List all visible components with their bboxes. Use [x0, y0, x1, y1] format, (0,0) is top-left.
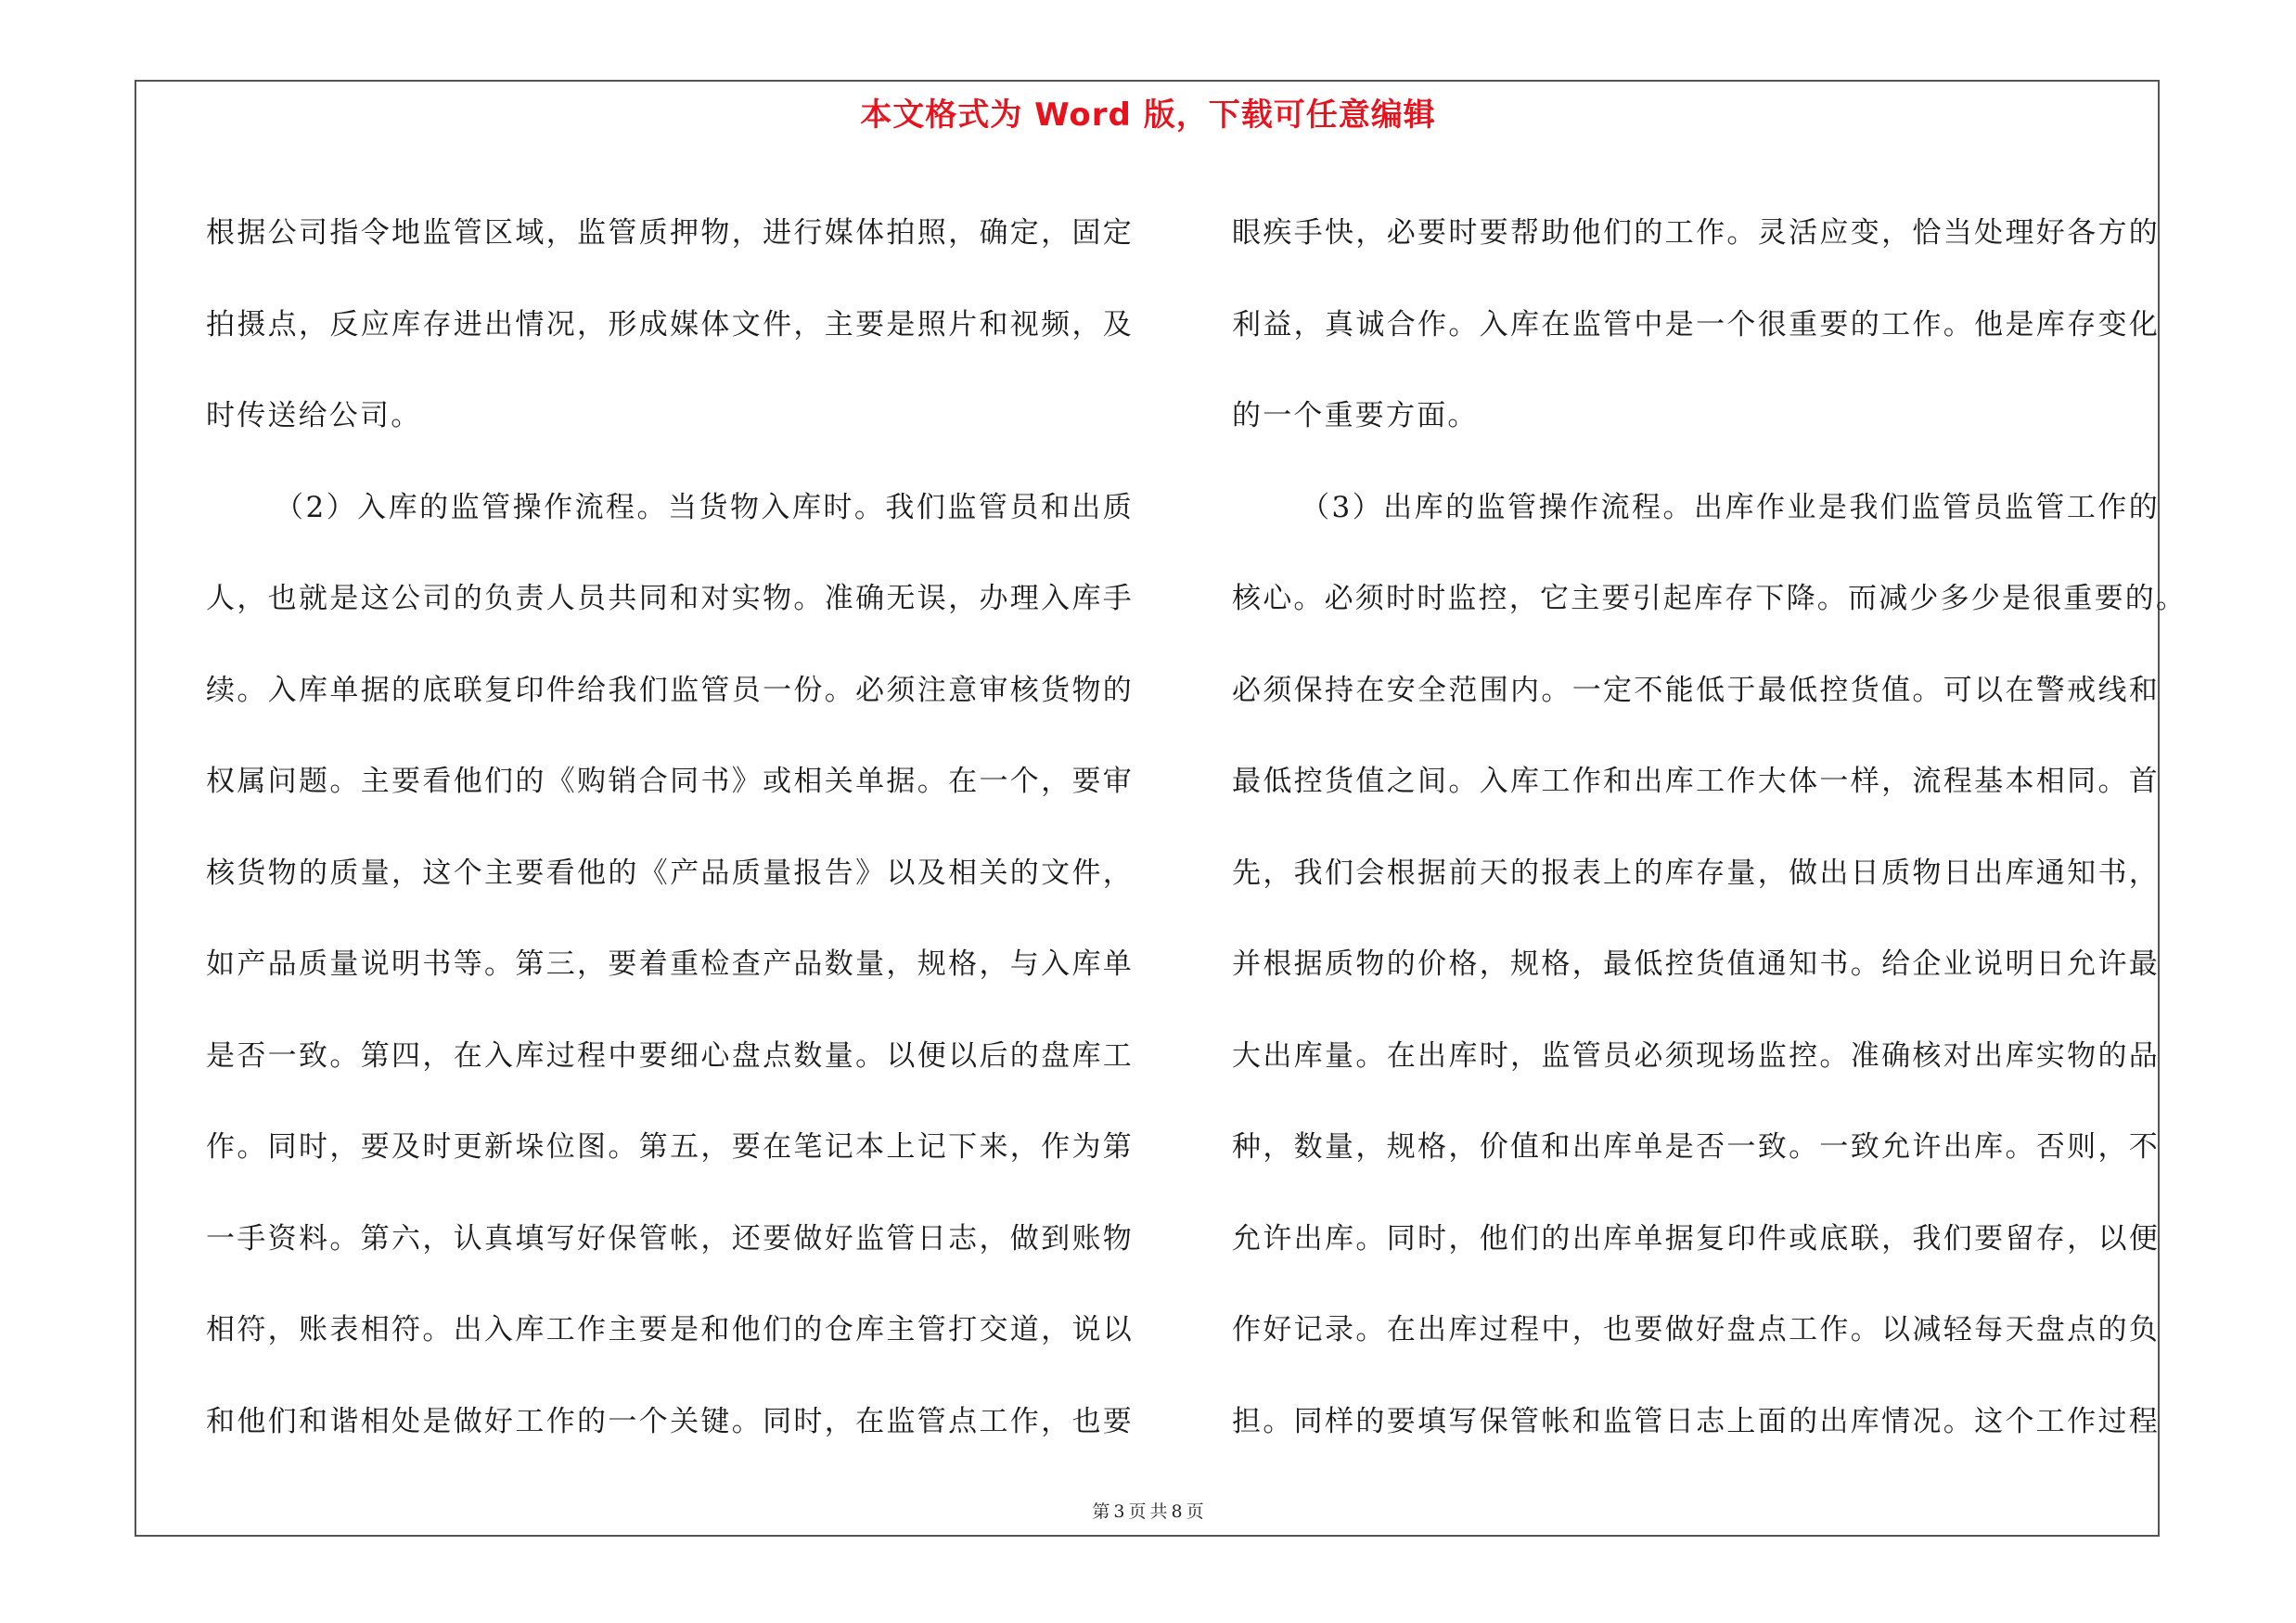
- format-notice-banner: 本文格式为 Word 版，下载可任意编辑: [860, 97, 1436, 134]
- current-page-number: 3: [1113, 1501, 1125, 1522]
- footer-total-word: 共: [1149, 1501, 1168, 1522]
- footer-prefix: 第: [1092, 1501, 1110, 1522]
- text-line: 种，数量，规格，价值和出库单是否一致。一致允许出库。否则，不: [1232, 1130, 2160, 1164]
- text-line: 眼疾手快，必要时要帮助他们的工作。灵活应变，恰当处理好各方的: [1232, 216, 2160, 250]
- footer-suffix: 页: [1186, 1501, 1204, 1522]
- text-line: 大出库量。在出库时，监管员必须现场监控。准确核对出库实物的品: [1232, 1038, 2160, 1073]
- text-line: 如产品质量说明书等。第三，要着重检查产品数量，规格，与入库单: [206, 947, 1134, 981]
- text-line: 担。同样的要填写保管帐和监管日志上面的出库情况。这个工作过程: [1232, 1404, 2160, 1438]
- text-line: 先，我们会根据前天的报表上的库存量，做出日质物日出库通知书，: [1232, 856, 2160, 890]
- total-page-count: 8: [1171, 1501, 1183, 1522]
- text-line: 必须保持在安全范围内。一定不能低于最低控货值。可以在警戒线和: [1232, 673, 2160, 707]
- text-line: 是否一致。第四，在入库过程中要细心盘点数量。以便以后的盘库工: [206, 1038, 1134, 1073]
- page-number-footer: [0, 1498, 2296, 1523]
- text-line: 作。同时，要及时更新垛位图。第五，要在笔记本上记下来，作为第: [206, 1130, 1134, 1164]
- text-line: 时传送给公司。: [206, 399, 422, 432]
- paragraph-start-line: （2）入库的监管操作流程。当货物入库时。我们监管员和出质: [275, 490, 1134, 524]
- text-line: 利益，真诚合作。入库在监管中是一个很重要的工作。他是库存变化: [1232, 307, 2160, 341]
- text-line: 相符，账表相符。出入库工作主要是和他们的仓库主管打交道，说以: [206, 1313, 1134, 1346]
- text-line: 拍摄点，反应库存进出情况，形成媒体文件，主要是照片和视频，及: [206, 307, 1134, 341]
- text-line: 核货物的质量，这个主要看他的《产品质量报告》以及相关的文件，: [206, 856, 1134, 890]
- text-line: 续。入库单据的底联复印件给我们监管员一份。必须注意审核货物的: [206, 673, 1134, 707]
- right-text-column: [1232, 187, 2187, 1467]
- text-line: 根据公司指令地监管区域，监管质押物，进行媒体拍照，确定，固定: [206, 216, 1134, 250]
- text-line: 作好记录。在出库过程中，也要做好盘点工作。以减轻每天盘点的负: [1232, 1313, 2160, 1346]
- text-line: 最低控货值之间。入库工作和出库工作大体一样，流程基本相同。首: [1232, 765, 2160, 798]
- footer-page-word: 页: [1128, 1501, 1147, 1522]
- text-line: 一手资料。第六，认真填写好保管帐，还要做好监管日志，做到账物: [206, 1221, 1134, 1256]
- text-line: 人，也就是这公司的负责人员共同和对实物。准确无误，办理入库手: [206, 582, 1134, 615]
- text-line: 权属问题。主要看他们的《购销合同书》或相关单据。在一个，要审: [206, 765, 1134, 798]
- text-line: 和他们和谐相处是做好工作的一个关键。同时，在监管点工作，也要: [206, 1404, 1134, 1438]
- paragraph-start-line: （3）出库的监管操作流程。出库作业是我们监管员监管工作的: [1301, 490, 2160, 524]
- left-text-column: [206, 187, 1134, 1467]
- text-line: 允许出库。同时，他们的出库单据复印件或底联，我们要留存，以便: [1232, 1221, 2160, 1256]
- text-line: 并根据质物的价格，规格，最低控货值通知书。给企业说明日允许最: [1232, 947, 2160, 981]
- text-line: 核心。必须时时监控，它主要引起库存下降。而减少多少是很重要的。: [1232, 582, 2187, 615]
- text-line: 的一个重要方面。: [1232, 399, 1479, 432]
